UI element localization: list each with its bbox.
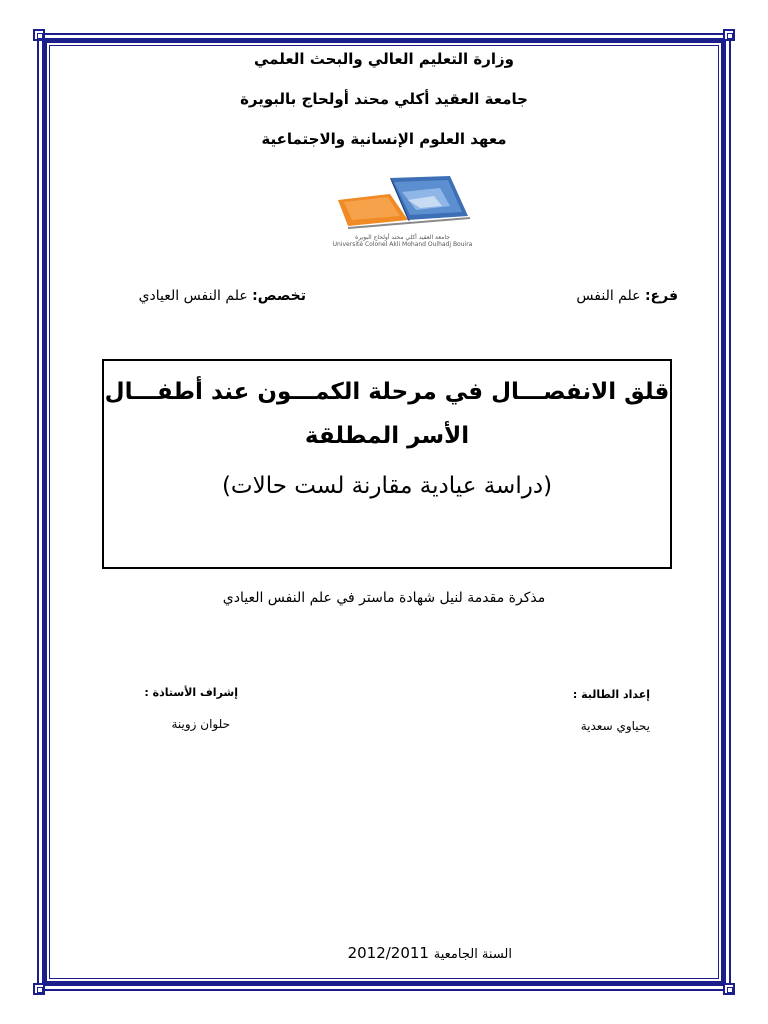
- academic-year-value: 2012/2011: [347, 944, 429, 962]
- logo-caption-french: Université Colonel Akli Mohand Oulhadj Bouira: [332, 241, 473, 248]
- branch-label: فرع:: [644, 288, 678, 304]
- institute-name: معهد العلوم الإنسانية والاجتماعية: [261, 130, 507, 148]
- ministry-name: وزارة التعليم العالي والبحث العلمي: [253, 50, 515, 68]
- branch-field: [576, 288, 678, 304]
- thesis-title-box: [102, 359, 672, 569]
- university-name: جامعة العقيد أكلي محند أولحاج بالبويرة: [240, 90, 528, 108]
- specialty-label: تخصص:: [252, 288, 306, 304]
- thesis-title-line-1: قلق الانفصـــال في مرحلة الكمـــون عند أطفـــال: [104, 379, 670, 405]
- frame-corner-ornament: [33, 29, 45, 41]
- logo-caption-arabic: جامعة العقيد أكلي محند أولحاج البويرة: [355, 234, 450, 241]
- academic-year-label: السنة الجامعية: [433, 947, 512, 962]
- thesis-title-line-2: الأسر المطلقة: [304, 423, 470, 449]
- branch-value: علم النفس: [576, 288, 641, 304]
- frame-corner-ornament: [33, 983, 45, 995]
- book-logo-icon: [330, 170, 475, 234]
- student-label: إعداد الطالبة :: [572, 688, 650, 701]
- thesis-note: مذكرة مقدمة لنيل شهادة ماستر في علم النفس العيادي: [222, 590, 546, 606]
- thesis-subtitle: (دراسة عيادية مقارنة لست حالات): [221, 473, 553, 499]
- specialty-field: [139, 288, 306, 304]
- student-name: يحياوي سعدية: [580, 719, 650, 733]
- specialty-value: علم النفس العيادي: [138, 288, 248, 304]
- frame-corner-ornament: [723, 29, 735, 41]
- supervisor-label: إشراف الأستاذة :: [144, 686, 238, 699]
- university-logo: [330, 170, 475, 258]
- supervisor-name: حلوان زوينة: [171, 717, 230, 731]
- academic-year: [348, 944, 512, 962]
- frame-corner-ornament: [723, 983, 735, 995]
